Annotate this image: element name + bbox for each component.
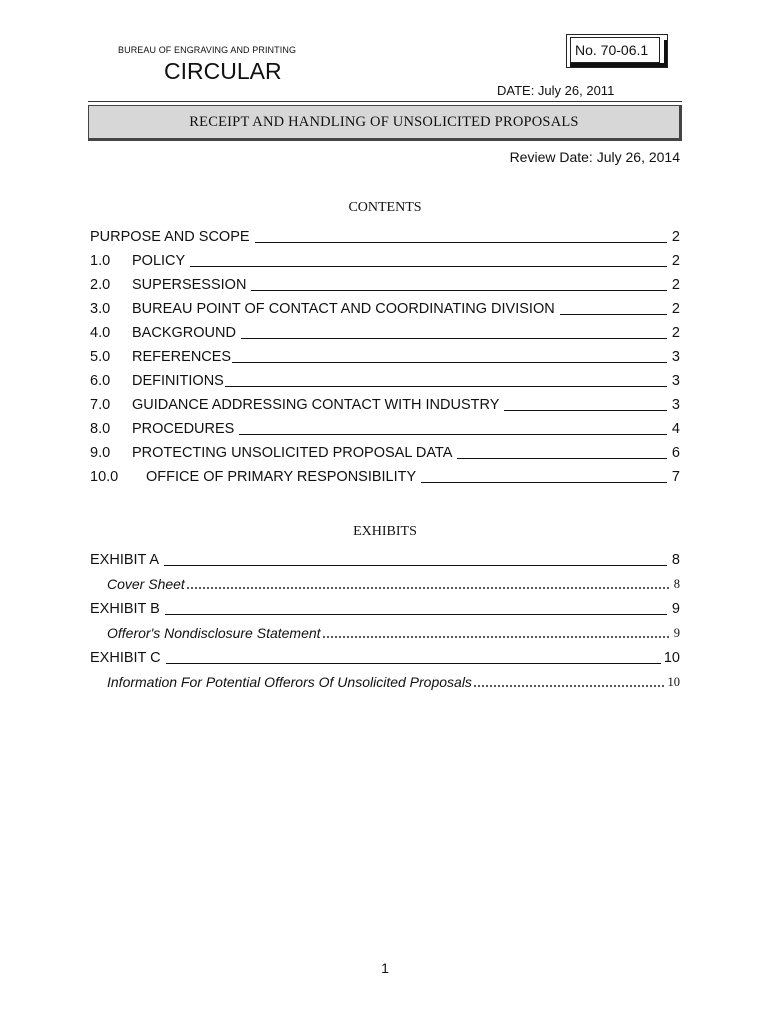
toc-entry[interactable] [90, 370, 680, 390]
exhibit-page: 8 [671, 552, 680, 568]
toc-entry-number: 6.0 [90, 373, 111, 389]
toc-entry-page: 3 [671, 397, 680, 413]
toc-entry-title: DEFINITIONS [132, 373, 224, 389]
toc-leader-line [251, 290, 667, 291]
exhibit-page: 10 [663, 650, 680, 666]
toc-entry[interactable] [90, 418, 680, 438]
toc-entry[interactable] [90, 274, 680, 294]
toc-entry-page: 2 [671, 301, 680, 317]
toc-entry-page: 4 [671, 421, 680, 437]
toc-entry-title: PURPOSE AND SCOPE [90, 229, 250, 245]
toc-entry[interactable] [90, 226, 680, 246]
exhibit-subentry-page: 8 [673, 577, 680, 591]
toc-leader-line [190, 266, 667, 267]
document-type: CIRCULAR [164, 58, 282, 84]
toc-leader-line [225, 386, 667, 387]
exhibit-subentry-page: 9 [673, 626, 680, 640]
page-number: 1 [381, 960, 389, 976]
toc-leader-line [255, 242, 667, 243]
toc-entry-title: GUIDANCE ADDRESSING CONTACT WITH INDUSTRY [132, 397, 500, 413]
exhibit-entry[interactable] [90, 549, 680, 569]
exhibit-entry[interactable] [90, 598, 680, 618]
toc-leader-line [560, 314, 667, 315]
toc-entry[interactable] [90, 466, 680, 486]
toc-leader-line [239, 434, 667, 435]
toc-entry-number: 1.0 [90, 253, 111, 269]
toc-entry-number: 2.0 [90, 277, 111, 293]
toc-leader-line [165, 614, 667, 615]
toc-entry-page: 6 [671, 445, 680, 461]
exhibit-subentry[interactable] [107, 622, 680, 642]
toc-entry-title: PROCEDURES [132, 421, 235, 437]
toc-entry-page: 2 [671, 229, 680, 245]
toc-entry-page: 7 [671, 469, 680, 485]
dotted-leader [186, 587, 671, 589]
toc-entry-number: 3.0 [90, 301, 111, 317]
toc-entry-title: BACKGROUND [132, 325, 236, 341]
agency-name: BUREAU OF ENGRAVING AND PRINTING [118, 45, 297, 55]
exhibit-entry[interactable] [90, 647, 680, 667]
toc-entry-page: 2 [671, 253, 680, 269]
toc-entry-page: 2 [671, 277, 680, 293]
contents-heading: CONTENTS [348, 200, 422, 215]
toc-entry-number: 5.0 [90, 349, 111, 365]
toc-entry-title: POLICY [132, 253, 186, 269]
issue-date: DATE: July 26, 2011 [497, 83, 615, 98]
toc-entry-title: REFERENCES [132, 349, 232, 365]
toc-entry-number: 9.0 [90, 445, 111, 461]
exhibit-title: EXHIBIT C [90, 650, 161, 666]
exhibits-heading: EXHIBITS [353, 524, 417, 539]
toc-entry-page: 3 [671, 373, 680, 389]
toc-entry-number: 4.0 [90, 325, 111, 341]
header-divider [88, 101, 682, 102]
circular-number: No. 70-06.1 [570, 37, 660, 63]
toc-entry-page: 2 [671, 325, 680, 341]
review-date: Review Date: July 26, 2014 [509, 149, 680, 165]
toc-leader-line [457, 458, 667, 459]
toc-leader-line [164, 565, 667, 566]
document-title-banner: RECEIPT AND HANDLING OF UNSOLICITED PROPOSALS [88, 105, 682, 141]
toc-leader-line [232, 362, 667, 363]
toc-entry-title: OFFICE OF PRIMARY RESPONSIBILITY [146, 469, 417, 485]
toc-entry[interactable] [90, 322, 680, 342]
exhibit-subentry-title: Offeror's Nondisclosure Statement [107, 625, 321, 641]
toc-entry[interactable] [90, 298, 680, 318]
toc-entry-number: 8.0 [90, 421, 111, 437]
exhibit-subentry-title: Information For Potential Offerors Of Unsolicited Proposals [107, 674, 472, 690]
toc-entry-page: 3 [671, 349, 680, 365]
toc-entry[interactable] [90, 394, 680, 414]
exhibit-title: EXHIBIT A [90, 552, 160, 568]
toc-entry-title: BUREAU POINT OF CONTACT AND COORDINATING DIVISION [132, 301, 555, 317]
toc-entry[interactable] [90, 250, 680, 270]
toc-entry-number: 10.0 [90, 469, 119, 485]
toc-entry-title: PROTECTING UNSOLICITED PROPOSAL DATA [132, 445, 453, 461]
toc-leader-line [504, 410, 667, 411]
toc-entry-number: 7.0 [90, 397, 111, 413]
toc-leader-line [166, 663, 661, 664]
dotted-leader [473, 685, 665, 687]
toc-entry[interactable] [90, 346, 680, 366]
toc-leader-line [421, 482, 667, 483]
toc-entry-title: SUPERSESSION [132, 277, 247, 293]
exhibit-subentry[interactable] [107, 671, 680, 691]
exhibit-subentry[interactable] [107, 573, 680, 593]
exhibit-title: EXHIBIT B [90, 601, 160, 617]
dotted-leader [322, 636, 671, 638]
toc-entry[interactable] [90, 442, 680, 462]
toc-leader-line [241, 338, 667, 339]
exhibit-subentry-title: Cover Sheet [107, 576, 185, 592]
exhibit-subentry-page: 10 [667, 675, 680, 689]
exhibit-page: 9 [671, 601, 680, 617]
